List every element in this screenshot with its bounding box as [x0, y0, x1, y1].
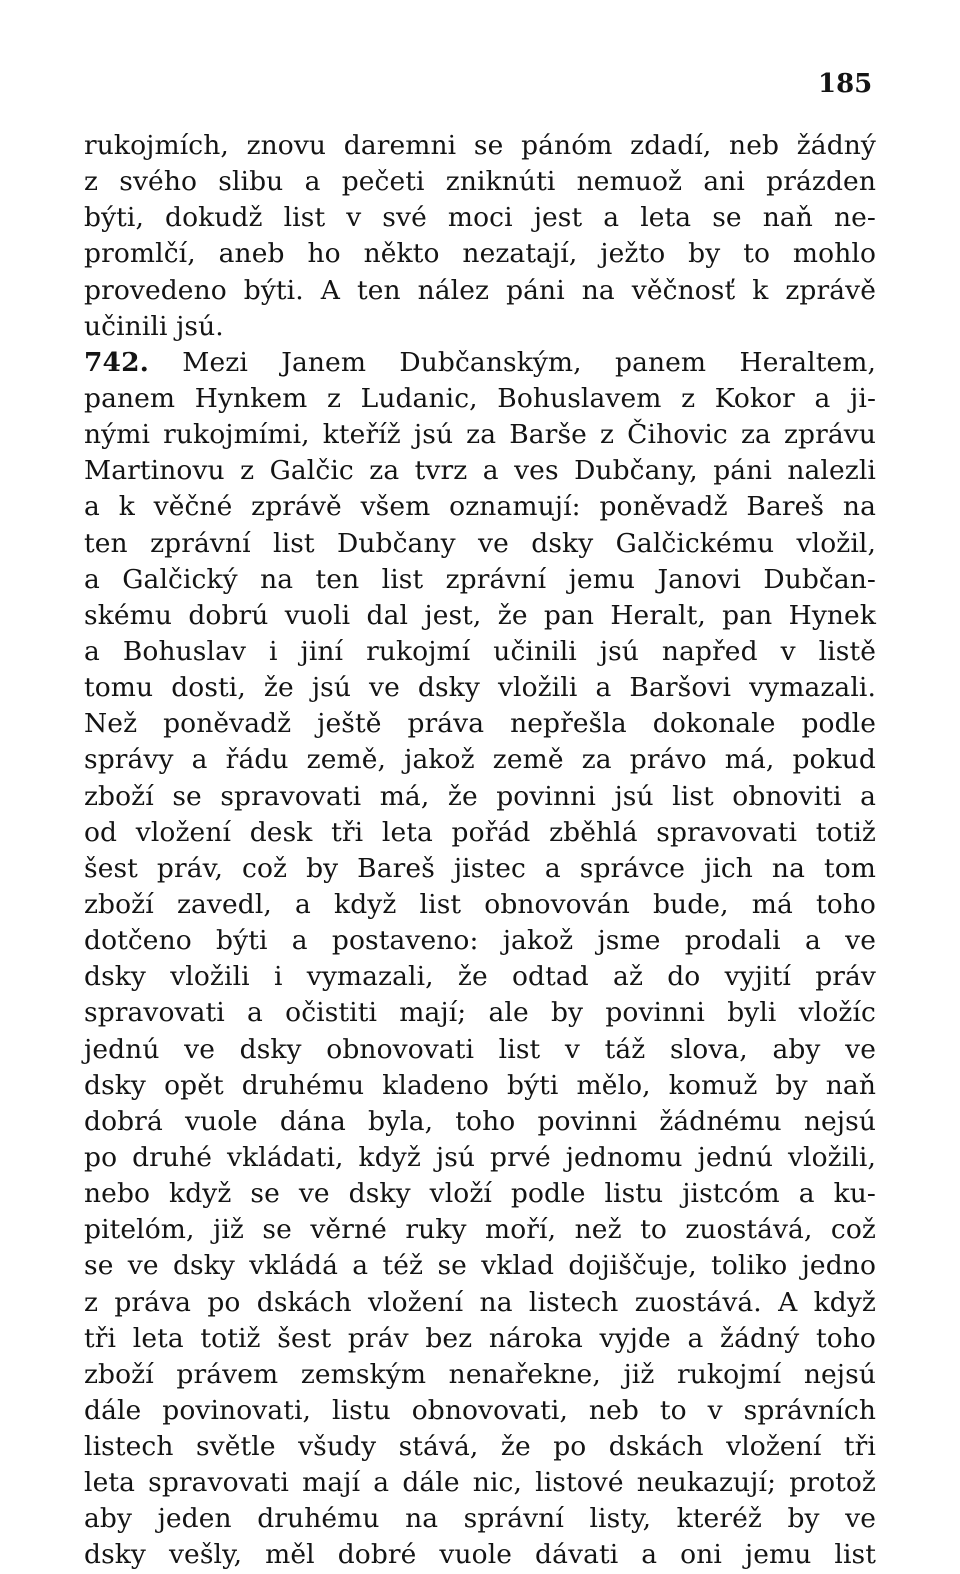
text-line — [84, 1465, 876, 1501]
line-text: aby jeden druhému na správní listy, kteréž by ve — [84, 1503, 876, 1535]
line-text: zboží zavedl, a když list obnovován bude, má toho — [84, 888, 876, 920]
text-line — [84, 309, 876, 345]
line-text: listech světle všudy stává, že po dskách vložení tři — [84, 1431, 876, 1463]
text-line — [84, 1248, 876, 1284]
text-line — [84, 1212, 876, 1248]
text-line — [84, 598, 876, 634]
line-text: pitelóm, již se věrné ruky moří, než to zuostává, což — [84, 1214, 876, 1246]
text-line — [84, 453, 876, 489]
text-line — [84, 417, 876, 453]
text-line — [84, 1140, 876, 1176]
text-line — [84, 1429, 876, 1465]
text-line — [84, 995, 876, 1031]
text-line — [84, 1501, 876, 1537]
text-line — [84, 1032, 876, 1068]
text-line — [84, 1068, 876, 1104]
page-number: 185 — [818, 69, 873, 99]
text-line — [84, 273, 876, 309]
text-line — [84, 562, 876, 598]
text-line — [84, 236, 876, 272]
line-text: nými rukojmími, kteříž jsú za Barše z Čihovic za zprávu — [84, 419, 876, 451]
line-text: zboží právem zemským nenařekne, již rukojmí nejsú — [84, 1358, 876, 1390]
text-line — [84, 164, 876, 200]
line-text: dále povinovati, listu obnovovati, neb to v správních — [84, 1394, 876, 1426]
line-text: rukojmích, znovu daremni se pánóm zdadí, neb žádný — [84, 130, 876, 161]
line-text: Martinovu z Galčic za tvrz a ves Dubčany, páni nalezli — [84, 455, 876, 487]
text-line — [84, 887, 876, 923]
paragraph-number: 742. — [84, 346, 149, 378]
line-text: leta spravovati mají a dále nic, listové neukazují; protož — [84, 1467, 876, 1499]
text-line — [84, 526, 876, 562]
text-line — [84, 670, 876, 706]
text-line — [84, 959, 876, 995]
line-text: a Bohuslav i jiní rukojmí učinili jsú napřed v listě — [84, 635, 876, 667]
line-text: provedeno býti. A ten nález páni na věčnosť k zprávě — [84, 274, 876, 306]
line-text: po druhé vkládati, když jsú prvé jednomu jednú vložili, — [84, 1141, 876, 1173]
line-text: Mezi Janem Dubčanským, panem Heraltem, — [148, 346, 876, 378]
line-text: z práva po dskách vložení na listech zuostává. A když — [84, 1286, 876, 1318]
text-line — [84, 1537, 876, 1573]
text-line — [84, 815, 876, 851]
text-line — [84, 345, 876, 381]
line-text: dsky opět druhému kladeno býti mělo, komuž by naň — [84, 1069, 876, 1101]
line-text: jednú ve dsky obnovovati list v táž slova, aby ve — [84, 1033, 876, 1065]
line-text: ten zprávní list Dubčany ve dsky Galčickému vložil, — [84, 527, 876, 559]
line-text: a Galčický na ten list zprávní jemu Janovi Dubčan- — [84, 563, 876, 595]
line-text: z svého slibu a pečeti zniknúti nemuož ani prázden — [84, 166, 876, 198]
line-text: tři leta totiž šest práv bez nároka vyjde a žádný toho — [84, 1322, 876, 1354]
line-text: panem Hynkem z Ludanic, Bohuslavem z Kokor a ji- — [84, 382, 876, 414]
text-line — [84, 851, 876, 887]
text-line — [84, 706, 876, 742]
text-line — [84, 381, 876, 417]
line-text: od vložení desk tři leta pořád zběhlá spravovati totiž — [84, 816, 876, 848]
text-line — [84, 128, 876, 164]
line-text: dsky vložili i vymazali, že odtad až do vyjití práv — [84, 961, 876, 993]
text-line — [84, 779, 876, 815]
line-text: dsky vešly, měl dobré vuole dávati a oni jemu list — [84, 1539, 876, 1571]
text-line — [84, 742, 876, 778]
line-text: skému dobrú vuoli dal jest, že pan Heralt, pan Hynek — [84, 599, 876, 631]
text-line — [84, 1104, 876, 1140]
text-line — [84, 489, 876, 525]
text-line — [84, 1357, 876, 1393]
line-text: šest práv, což by Bareš jistec a správce jich na tom — [84, 852, 876, 884]
line-text: býti, dokudž list v své moci jest a leta se naň ne- — [84, 202, 876, 234]
line-text: tomu dosti, že jsú ve dsky vložili a Baršovi vymazali. — [84, 672, 876, 704]
text-line — [84, 1285, 876, 1321]
line-text: zboží se spravovati má, že povinni jsú list obnoviti a — [84, 780, 876, 812]
line-text: a k věčné zprávě všem oznamují: poněvadž Bareš na — [84, 491, 876, 523]
line-text: promlčí, aneb ho někto nezatají, ježto by to mohlo — [84, 238, 876, 270]
text-line — [84, 1321, 876, 1357]
body-text — [84, 128, 876, 1574]
line-text: dobrá vuole dána byla, toho povinni žádnému nejsú — [84, 1105, 876, 1137]
text-line — [84, 200, 876, 236]
line-text: učinili jsú. — [84, 310, 224, 342]
text-line — [84, 1393, 876, 1429]
line-text: spravovati a očistiti mají; ale by povinni byli vložíc — [84, 997, 876, 1029]
text-line — [84, 1176, 876, 1212]
text-line — [84, 923, 876, 959]
line-text: nebo když se ve dsky vloží podle listu jistcóm a ku- — [84, 1178, 876, 1210]
text-line — [84, 634, 876, 670]
line-text: dotčeno býti a postaveno: jakož jsme prodali a ve — [84, 925, 876, 957]
line-text: správy a řádu země, jakož země za právo má, pokud — [84, 744, 876, 776]
line-text: Než poněvadž ještě práva nepřešla dokonale podle — [84, 708, 876, 740]
line-text: se ve dsky vkládá a též se vklad dojiščuje, toliko jedno — [84, 1250, 876, 1282]
